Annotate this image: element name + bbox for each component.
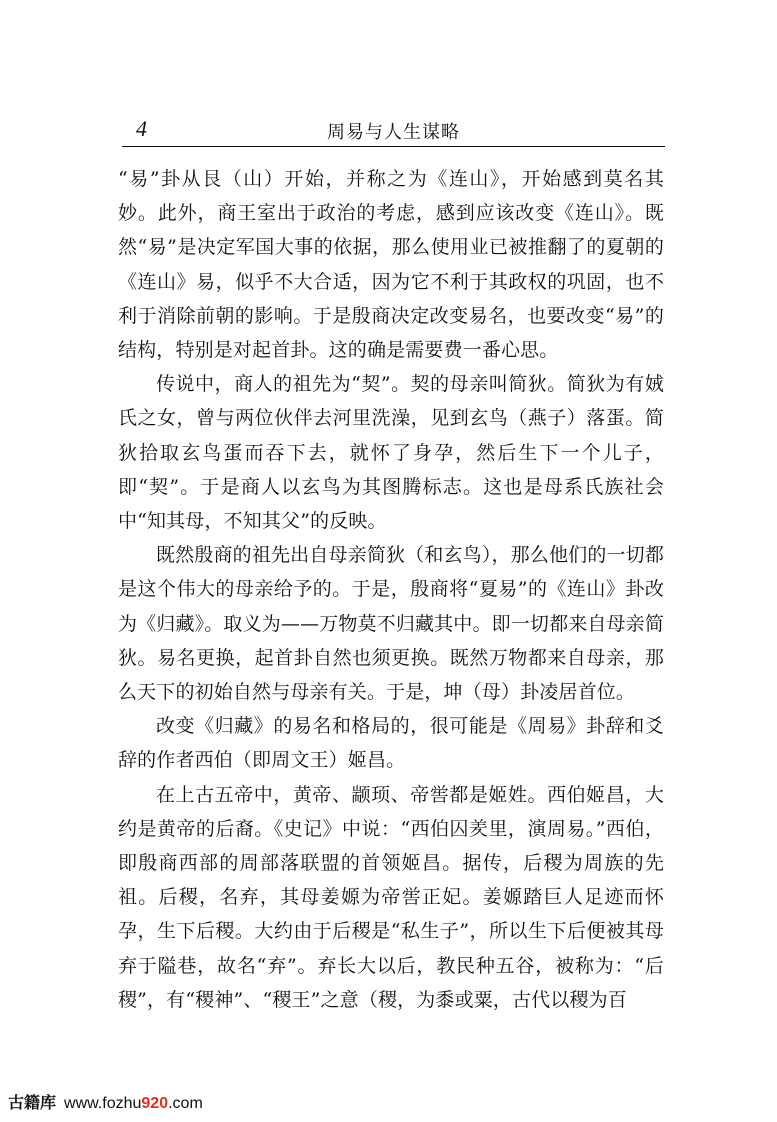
running-title: 周易与人生谋略 (327, 122, 460, 143)
paragraph-continued: “易”卦从艮（山）开始，并称之为《连山》，开始感到莫名其妙。此外，商王室出于政治的考虑，感到应该改变《连山》。既然“易”是决定军国大事的依据，那么使用业已被推翻了的夏朝的《连山》易，似乎不大合适，因为它不利于其政权的巩固，也不利于消除前朝的影响。于是殷商决定改变易名，也要改变“易”的结构，特别是对起首卦。这的确是需要费一番心思。 (118, 168, 664, 362)
footer-label: 古籍库 (8, 1093, 57, 1112)
footer-site-suffix: .com (168, 1095, 203, 1112)
body-text (118, 162, 664, 1017)
paragraph: 改变《归藏》的易名和格局的，很可能是《周易》卦辞和爻辞的作者西伯（即周文王）姬昌。 (118, 715, 664, 772)
footer-site-number: 920 (141, 1095, 169, 1112)
paragraph: 传说中，商人的祖先为“契”。契的母亲叫简狄。简狄为有娀氏之女，曾与两位伙伴去河里洗澡，见到玄鸟（燕子）落蛋。简狄拾取玄鸟蛋而吞下去，就怀了身孕，然后生下一个儿子，即“契”。于是商人以玄鸟为其图腾标志。这也是母系氏族社会中“知其母，不知其父”的反映。 (118, 373, 664, 533)
page-header (122, 112, 665, 147)
paragraph: 既然殷商的祖先出自母亲简狄（和玄鸟），那么他们的一切都是这个伟大的母亲给予的。于是，殷商将“夏易”的《连山》卦改为《归藏》。取义为——万物莫不归藏其中。即一切都来自母亲简狄。易名更换，起首卦自然也须更换。既然万物都来自母亲，那么天下的初始自然与母亲有关。于是，坤（母）卦凌居首位。 (118, 544, 664, 704)
page-number: 4 (136, 116, 147, 141)
footer-watermark (8, 1090, 203, 1113)
footer-site-link[interactable] (64, 1095, 203, 1112)
footer-site-prefix: www.fozhu (64, 1095, 142, 1112)
paragraph: 在上古五帝中，黄帝、颛顼、帝喾都是姬姓。西伯姬昌，大约是黄帝的后裔。《史记》中说：“西伯囚羑里，演周易。”西伯，即殷商西部的周部落联盟的首领姬昌。据传，后稷为周族的先祖。后稷，名弃，其母姜嫄为帝喾正妃。姜嫄踏巨人足迹而怀孕，生下后稷。大约由于后稷是“私生子”，所以生下后便被其母弃于隘巷，故名“弃”。弃长大以后，教民种五谷，被称为：“后稷”，有“稷神”、“稷王”之意（稷，为黍或粟，古代以稷为百 (118, 783, 664, 1011)
